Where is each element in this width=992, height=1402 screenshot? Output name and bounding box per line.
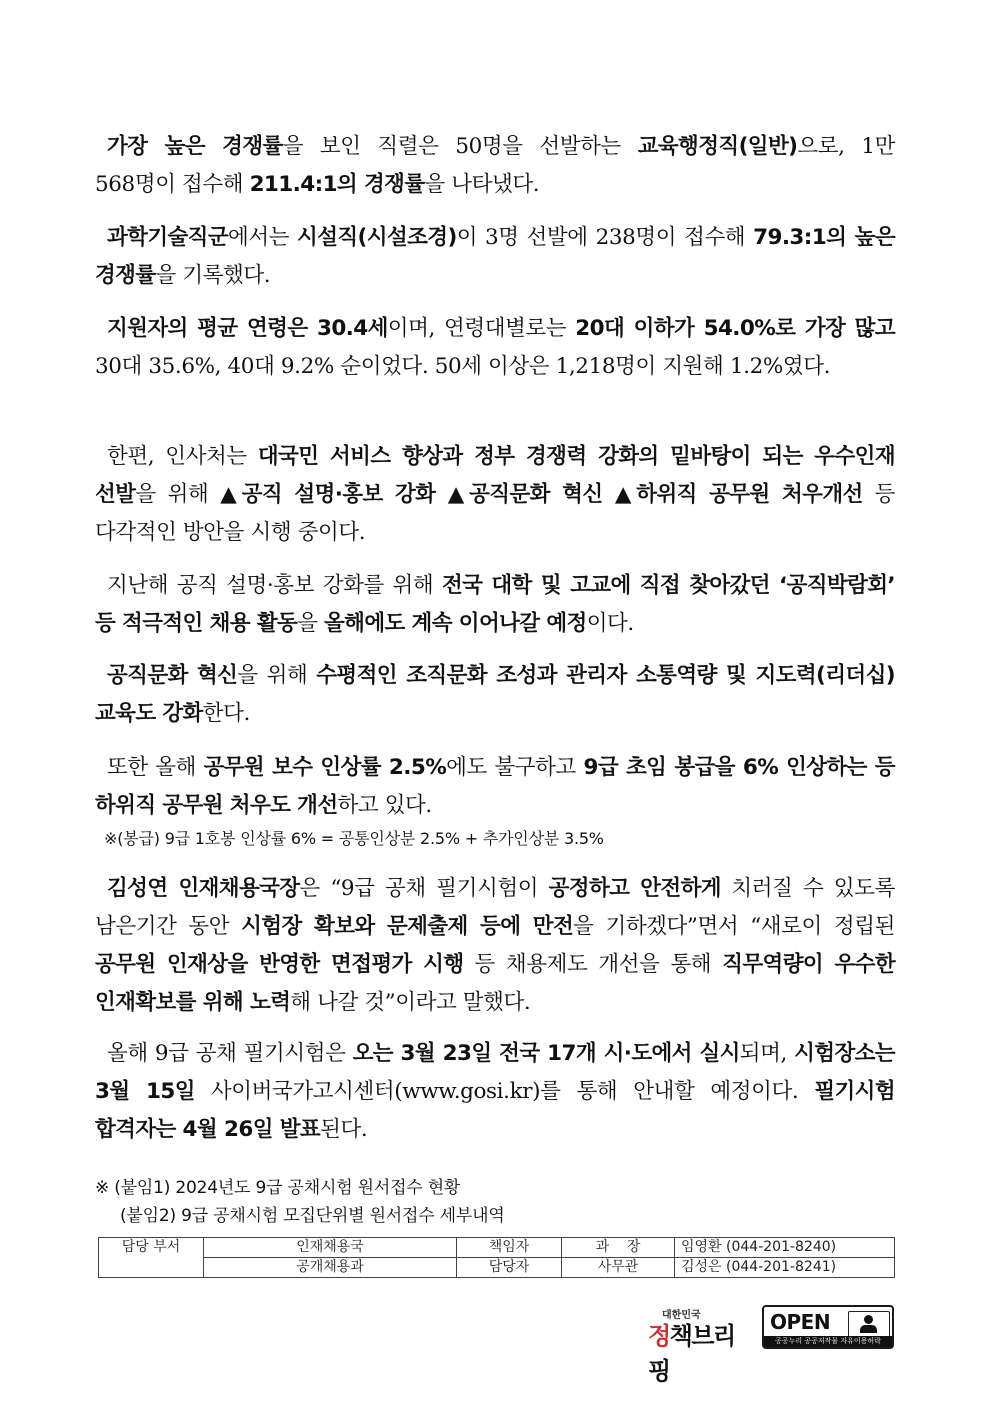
text: 을 위해 [237,663,317,688]
text: 을 보인 직렬은 50명을 선발하는 [282,134,638,159]
bold-text: 오는 3월 23일 전국 17개 시·도에서 실시 [352,1041,740,1066]
bold-text: 지원자의 평균 연령은 30.4세 [107,316,388,341]
paragraph-salary [95,749,895,825]
text: 하고 있다. [337,793,432,818]
attribution-person-icon [848,1311,890,1339]
text: 지난해 공직 설명·홍보 강화를 위해 [107,573,442,598]
bold-text: 교육행정직(일반) [637,134,798,159]
text: 이 3명 선발에 238명이 접수해 [456,225,754,250]
paragraph-science-tech [95,219,895,295]
role-staff: 담당자 [457,1258,562,1278]
text: 이며, 연령대별로는 [387,316,576,341]
logo-korea-text: 대한민국 [662,1310,701,1321]
bold-text: 9급 초임 봉급을 6% 인상하는 등 하위직 공무원 처우도 개선 [95,755,895,818]
paragraph-job-fair [95,567,895,643]
dept-label: 담당 부서 [99,1238,204,1278]
bold-text: 김성연 인재채용국장 [107,876,300,901]
bold-text: 올해에도 계속 이어나갈 예정 [324,611,587,636]
bold-text: 직무역량이 우수한 인재확보를 위해 노력 [95,952,895,1015]
text: 등 채용제도 개선을 통해 [463,952,723,977]
title-manager: 과 장 [562,1238,675,1258]
salary-note: ※(봉급) 9급 1호봉 인상률 6% = 공통인상분 2.5% + 추가인상분 3.5% [104,829,604,848]
bold-text: 시험장 확보와 문제출제 등에 만전 [241,914,574,939]
bold-text: 과학기술직군 [107,225,229,250]
policy-briefing-logo [648,1306,748,1385]
paragraph-director-quote [95,870,895,1022]
text: 을 기록했다. [155,263,271,288]
text: 을 위해 [135,482,221,507]
paragraph-personnel-measures [95,438,895,552]
text: 등 다각적인 방안을 시행 중이다. [95,482,895,545]
text: 을 나타냈다. [424,172,540,197]
kogl-open-badge [762,1305,894,1349]
bold-text: 공직문화 혁신 [107,663,238,688]
bold-text: 20대 이하가 54.0%로 가장 많고 [575,316,895,341]
text: 이다. [586,611,634,636]
person-staff: 김성은 (044-201-8241) [675,1258,895,1278]
bold-text: 79.3:1의 높은 경쟁률 [95,225,895,288]
bold-text: 211.4:1의 경쟁률 [249,172,425,197]
bold-text: ▲공직 설명·홍보 강화 ▲공직문화 혁신 ▲하위직 공무원 처우개선 [220,482,863,507]
text: 또한 올해 [107,755,204,780]
contact-row-2 [99,1258,895,1278]
bold-text: 전국 대학 및 고교에 직접 찾아갔던 ‘공직박람회’ 등 적극적인 채용 활동 [95,573,895,636]
text: 30대 35.6%, 40대 9.2% 순이었다. 50세 이상은 1,218명이 지원해 1.2%였다. [95,354,831,379]
bold-text: 공무원 보수 인상률 2.5% [203,755,447,780]
bold-text: 대국민 서비스 향상과 정부 경쟁력 강화의 밑바탕이 되는 우수인재 선발 [95,444,895,507]
bold-text: 필기시험 합격자는 4월 26일 발표 [95,1079,895,1142]
text: 으로, 1만 568명이 접수해 [95,134,895,197]
text: 에도 불구하고 [446,755,584,780]
person-manager: 임영환 (044-201-8240) [675,1238,895,1258]
attachment-1: ※ (붙임1) 2024년도 9급 공채시험 원서접수 현황 [95,1178,461,1198]
text: 사이버국가고시센터(www.gosi.kr)를 통해 안내할 예정이다. [194,1079,815,1104]
text: 을 기하겠다”면서 “새로이 정립된 [573,914,895,939]
text: 올해 9급 공채 필기시험은 [107,1041,353,1066]
text: 된다. [320,1117,368,1142]
text: 치러질 수 있도록 남은기간 동안 [95,876,895,939]
division-name: 공개채용과 [204,1258,457,1278]
paragraph-competition-rate [95,128,895,204]
bold-text: 수평적인 조직문화 조성과 관리자 소통역량 및 지도력(리더십) 교육도 강화 [95,663,895,726]
bureau-name: 인재채용국 [204,1238,457,1258]
open-text: OPEN [770,1310,831,1334]
text: 한다. [202,701,250,726]
logo-policy-text: 정책브리핑 [648,1322,735,1385]
contact-table [98,1237,895,1278]
open-footer-text: 공공누리 공공저작물 자유이용허락 [764,1336,892,1347]
role-manager: 책임자 [457,1238,562,1258]
bold-text: 시험장소는 3월 15일 [95,1041,895,1104]
text: 에서는 [228,225,298,250]
paragraph-exam-schedule [95,1035,895,1149]
bold-text: 시설직(시설조경) [297,225,457,250]
contact-row-1 [99,1238,895,1258]
bold-text: 가장 높은 경쟁률 [107,134,283,159]
text: 은 “9급 공채 필기시험이 [299,876,549,901]
text: 을 [297,611,324,636]
text: 해 나갈 것”이라고 말했다. [290,990,531,1015]
bold-text: 공정하고 안전하게 [548,876,721,901]
bold-text: 공무원 인재상을 반영한 면접평가 시행 [95,952,464,977]
paragraph-culture-innovation [95,657,895,733]
attachment-2: (붙임2) 9급 공채시험 모집단위별 원서접수 세부내역 [120,1206,505,1226]
text: 한편, 인사처는 [107,444,258,469]
text: 되며, [739,1041,795,1066]
title-staff: 사무관 [562,1258,675,1278]
paragraph-applicant-age [95,310,895,386]
